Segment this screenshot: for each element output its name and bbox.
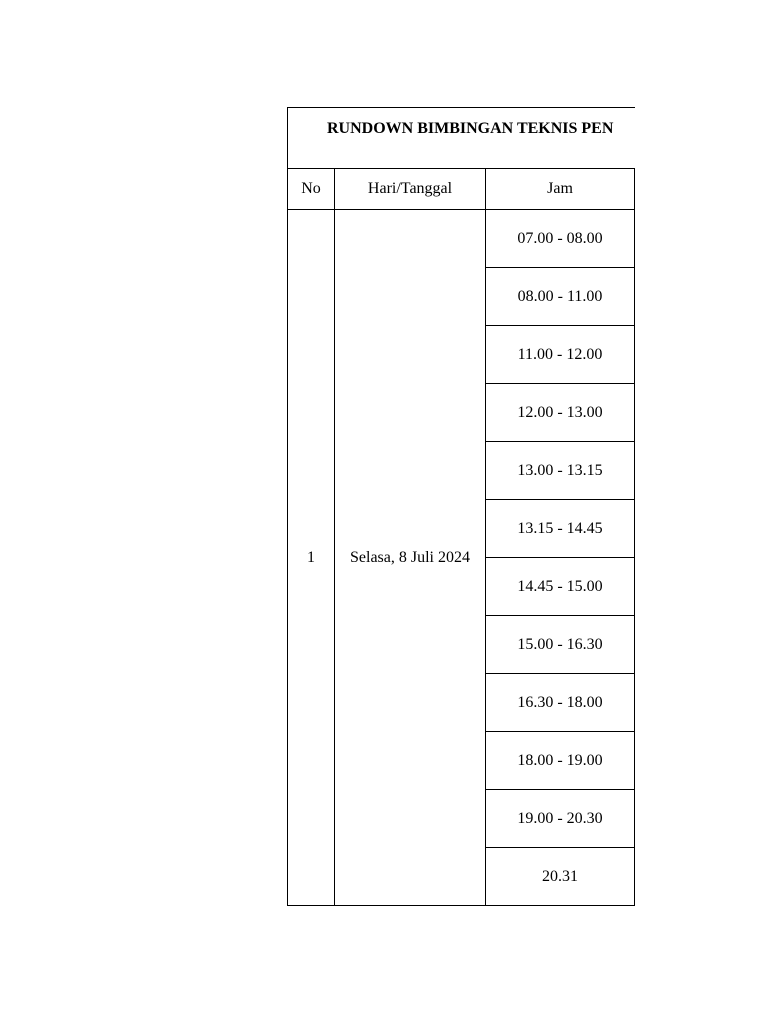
activity-cell xyxy=(635,268,636,326)
time-cell: 13.00 - 13.15 xyxy=(486,442,635,500)
time-cell: 20.31 xyxy=(486,848,635,906)
activity-cell xyxy=(635,790,636,848)
header-time: Jam xyxy=(486,169,635,210)
day-date-cell: Selasa, 8 Juli 2024 xyxy=(335,210,486,906)
time-cell: 16.30 - 18.00 xyxy=(486,674,635,732)
header-no: No xyxy=(288,169,335,210)
activity-cell xyxy=(635,616,636,674)
activity-cell xyxy=(635,384,636,442)
time-cell: 14.45 - 15.00 xyxy=(486,558,635,616)
row-number: 1 xyxy=(288,210,335,906)
time-cell: 13.15 - 14.45 xyxy=(486,500,635,558)
time-cell: 18.00 - 19.00 xyxy=(486,732,635,790)
header-extra xyxy=(635,169,636,210)
rundown-table xyxy=(287,107,635,906)
time-cell: 11.00 - 12.00 xyxy=(486,326,635,384)
table-row xyxy=(288,210,636,268)
header-day: Hari/Tanggal xyxy=(335,169,486,210)
activity-cell xyxy=(635,732,636,790)
activity-cell xyxy=(635,500,636,558)
activity-cell xyxy=(635,210,636,268)
time-cell: 19.00 - 20.30 xyxy=(486,790,635,848)
activity-cell xyxy=(635,442,636,500)
rundown-sheet xyxy=(287,107,635,909)
time-cell: 12.00 - 13.00 xyxy=(486,384,635,442)
activity-cell xyxy=(635,848,636,906)
time-cell: 15.00 - 16.30 xyxy=(486,616,635,674)
activity-cell xyxy=(635,326,636,384)
activity-cell xyxy=(635,558,636,616)
activity-cell xyxy=(635,674,636,732)
time-cell: 07.00 - 08.00 xyxy=(486,210,635,268)
document-title: RUNDOWN BIMBINGAN TEKNIS PEN xyxy=(288,108,636,169)
time-cell: 08.00 - 11.00 xyxy=(486,268,635,326)
